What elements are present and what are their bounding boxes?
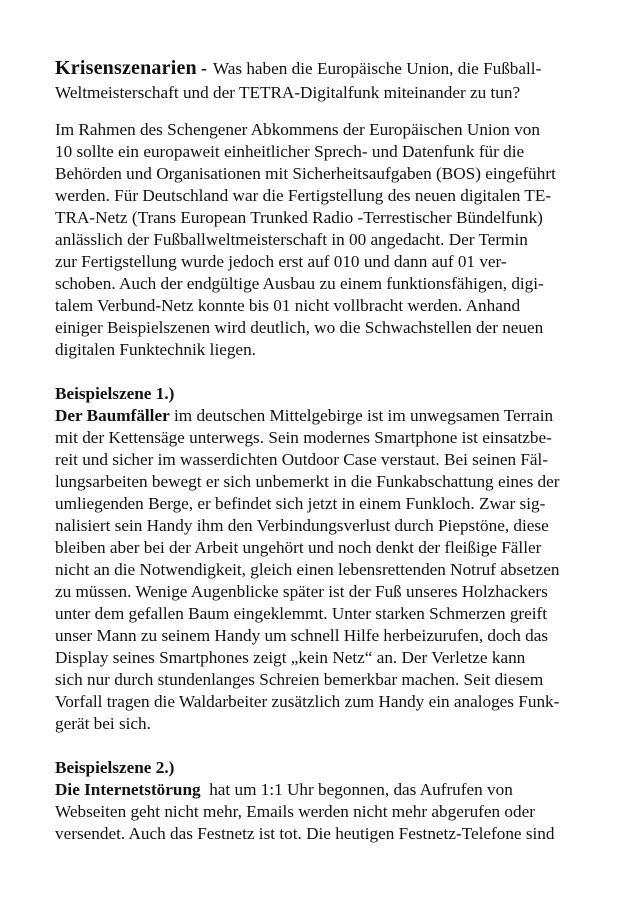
scene-2-section [55,757,625,845]
text-line: Display seines Smartphones zeigt „kein Netz“ an. Der Verletze kann [55,648,526,667]
text-line: Im Rahmen des Schengener Abkommens der Europäischen Union von [55,120,540,139]
text-line: nalisiert sein Handy ihm den Verbindungsverlust durch Piepstöne, diese [55,516,549,535]
spacer [55,105,625,119]
text-line: lungsarbeiten bewegt er sich unbemerkt in die Funkabschattung eines der [55,472,560,491]
scene-2-heading: Beispielszene 2.) [55,758,175,777]
title-keyword: Krisenszenarien [55,57,197,79]
spacer [55,361,625,383]
scene-2-first-line-rest: hat um 1:1 Uhr begonnen, das Aufrufen von [200,780,513,799]
text-line: werden. Für Deutschland war die Fertigstellung des neuen digitalen TE- [55,186,552,205]
text-line: digitalen Funktechnik liegen. [55,340,256,359]
text-line: unter dem gefallen Baum eingeklemmt. Unter starken Schmerzen greift [55,604,548,623]
text-line: 10 sollte ein europaweit einheitlicher Sprech- und Datenfunk für die [55,142,525,161]
text-line: sich nur durch stundenlanges Schreien bemerkbar machen. Seit diesem [55,670,544,689]
scene-1-lead: Der Baumfäller [55,406,170,425]
document-title [55,56,625,105]
text-line: mit der Kettensäge unterwegs. Sein modernes Smartphone ist einsatzbe- [55,428,552,447]
text-line: versendet. Auch das Festnetz ist tot. Die heutigen Festnetz-Telefone sind [55,824,555,843]
title-question-start: Was haben die Europäische Union, die Fußball- [212,59,542,78]
scene-1-heading: Beispielszene 1.) [55,384,175,403]
text-line: anlässlich der Fußballweltmeisterschaft in 00 angedacht. Der Termin [55,230,528,249]
text-line: bleiben aber bei der Arbeit ungehört und noch denkt der fleißige Fäller [55,538,542,557]
scene-2-lead: Die Internetstörung [55,780,201,799]
title-dash: - [200,58,207,78]
scene-1-section [55,383,625,735]
text-line: Behörden und Organisationen mit Sicherheitsaufgaben (BOS) eingeführt [55,164,556,183]
text-line: talem Verbund-Netz konnte bis 01 nicht vollbracht werden. Anhand [55,296,521,315]
text-line: umliegenden Berge, er befindet sich jetzt in einem Funkloch. Zwar sig- [55,494,546,513]
scene-1-first-line [55,405,625,427]
text-line: nicht an die Notwendigkeit, gleich einen lebensrettenden Notruf absetzen [55,560,560,579]
intro-paragraph [55,119,625,361]
text-line: Webseiten geht nicht mehr, Emails werden nicht mehr abgerufen oder [55,802,535,821]
scene-1-first-line-rest: im deutschen Mittelgebirge ist im unwegsamen Terrain [169,406,554,425]
text-line: einiger Beispielszenen wird deutlich, wo die Schwachstellen der neuen [55,318,544,337]
document-page [55,56,625,845]
spacer [55,735,625,757]
title-line-2: Weltmeisterschaft und der TETRA-Digitalfunk miteinander zu tun? [55,83,521,102]
text-line: TRA-Netz (Trans European Trunked Radio -Terrestischer Bündelfunk) [55,208,543,227]
text-line: schoben. Auch der endgültige Ausbau zu einem funktionsfähigen, digi- [55,274,544,293]
text-line: Vorfall tragen die Waldarbeiter zusätzlich zum Handy ein analoges Funk- [55,692,560,711]
text-line: unser Mann zu seinem Handy um schnell Hilfe herbeizurufen, doch das [55,626,549,645]
text-line: reit und sicher im wasserdichten Outdoor Case verstaut. Bei seinen Fäl- [55,450,549,469]
title-line-1 [55,56,625,81]
scene-2-first-line [55,779,625,801]
text-line: zur Fertigstellung wurde jedoch erst auf 010 und dann auf 01 ver- [55,252,507,271]
text-line: zu müssen. Wenige Augenblicke später ist der Fuß unseres Holzhackers [55,582,548,601]
text-line: gerät bei sich. [55,714,151,733]
